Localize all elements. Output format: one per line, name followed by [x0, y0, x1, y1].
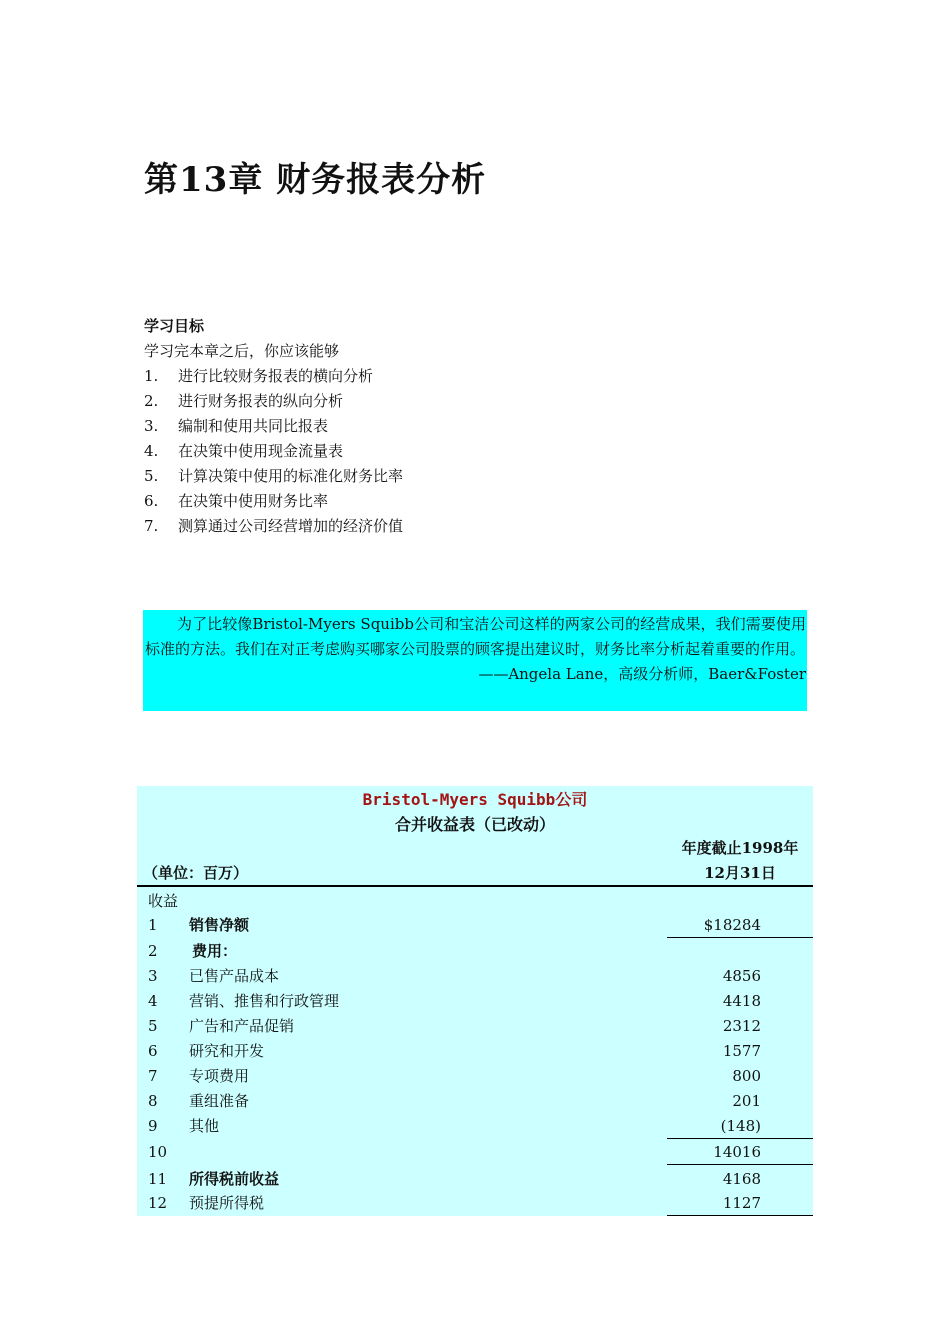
objectives-intro: 学习完本章之后，你应该能够	[144, 342, 340, 360]
period-line-2: 12月31日	[704, 864, 776, 882]
row-value: $18284	[667, 913, 813, 938]
row-label: 研究和开发	[189, 1042, 265, 1060]
objective-item	[144, 414, 403, 439]
objective-item	[144, 439, 403, 464]
row-number: 12	[148, 1194, 168, 1212]
row-value: 1577	[722, 1042, 761, 1060]
row-number: 2	[148, 942, 158, 960]
table-row	[137, 1191, 813, 1216]
row-number: 11	[148, 1170, 168, 1188]
table-row	[137, 1167, 813, 1192]
objective-text: 在决策中使用财务比率	[178, 492, 329, 510]
row-label: 广告和产品促销	[189, 1017, 295, 1035]
objective-number: 7.	[144, 517, 159, 535]
row-number: 3	[148, 967, 158, 985]
learning-objectives	[144, 314, 403, 539]
row-label: 专项费用	[189, 1067, 250, 1085]
objective-number: 2.	[144, 392, 159, 410]
objective-item	[144, 389, 403, 414]
row-number: 7	[148, 1067, 158, 1085]
objective-number: 1.	[144, 367, 159, 385]
objective-number: 3.	[144, 417, 159, 435]
table-row	[137, 1089, 813, 1114]
objective-item	[144, 514, 403, 539]
objective-number: 5.	[144, 467, 159, 485]
section-label: 收益	[148, 892, 179, 910]
objective-text: 在决策中使用现金流量表	[178, 442, 344, 460]
row-number: 4	[148, 992, 158, 1010]
objective-text: 计算决策中使用的标准化财务比率	[178, 467, 404, 485]
objectives-heading: 学习目标	[144, 317, 205, 335]
row-label: 费用：	[192, 942, 238, 960]
row-value: 800	[732, 1067, 761, 1085]
objective-text: 进行比较财务报表的横向分析	[178, 367, 374, 385]
row-number: 6	[148, 1042, 158, 1060]
row-value: 2312	[722, 1017, 761, 1035]
row-label: 重组准备	[189, 1092, 250, 1110]
row-label: 营销、推售和行政管理	[189, 992, 340, 1010]
objective-text: 编制和使用共同比报表	[178, 417, 329, 435]
row-number: 10	[148, 1143, 168, 1161]
row-value: 1127	[667, 1191, 813, 1216]
table-row	[137, 964, 813, 989]
table-row	[137, 1064, 813, 1089]
table-row	[137, 1114, 813, 1139]
row-label: 所得税前收益	[189, 1170, 280, 1188]
objective-number: 6.	[144, 492, 159, 510]
table-row	[137, 989, 813, 1014]
row-value: 14016	[667, 1140, 813, 1165]
objective-number: 4.	[144, 442, 159, 460]
table-row	[137, 913, 813, 938]
row-number: 8	[148, 1092, 158, 1110]
chapter-title: 第13章 财务报表分析	[144, 160, 487, 200]
table-row	[137, 1140, 813, 1165]
objective-item	[144, 464, 403, 489]
row-value: 4168	[722, 1170, 761, 1188]
table-row	[137, 1039, 813, 1064]
period-line-1: 年度截止1998年	[681, 839, 799, 857]
objective-item	[144, 489, 403, 514]
row-label: 销售净额	[189, 916, 250, 934]
quote-box	[143, 610, 807, 711]
objective-text: 进行财务报表的纵向分析	[178, 392, 344, 410]
period-header	[667, 836, 813, 886]
row-number: 9	[148, 1117, 158, 1135]
income-statement	[137, 786, 813, 1216]
objective-text: 测算通过公司经营增加的经济价值	[178, 517, 404, 535]
row-label: 预提所得税	[189, 1194, 265, 1212]
row-label: 已售产品成本	[189, 967, 280, 985]
row-value	[667, 939, 813, 964]
table-row	[137, 939, 813, 964]
row-value: 4418	[722, 992, 761, 1010]
objective-item	[144, 364, 403, 389]
table-row	[137, 1014, 813, 1039]
header-rule	[137, 885, 813, 887]
statement-title: 合并收益表（已改动）	[394, 815, 555, 834]
row-value: 201	[732, 1092, 761, 1110]
quote-text: 为了比较像Bristol-Myers Squibb公司和宝洁公司这样的两家公司的经营成果，我们需要使用标准的方法。我们在对正考虑购买哪家公司股票的顾客提出建议时，财务比率分析起着重要的作用。	[145, 615, 806, 658]
row-number: 5	[148, 1017, 158, 1035]
row-label: 其他	[189, 1117, 220, 1135]
row-number: 1	[148, 916, 158, 934]
row-value: (148)	[667, 1114, 813, 1139]
company-name: Bristol-Myers Squibb公司	[362, 790, 588, 809]
unit-label: （单位：百万）	[143, 864, 249, 882]
quote-attribution: ——Angela Lane，高级分析师，Baer&Foster	[478, 665, 806, 683]
row-value: 4856	[722, 967, 761, 985]
